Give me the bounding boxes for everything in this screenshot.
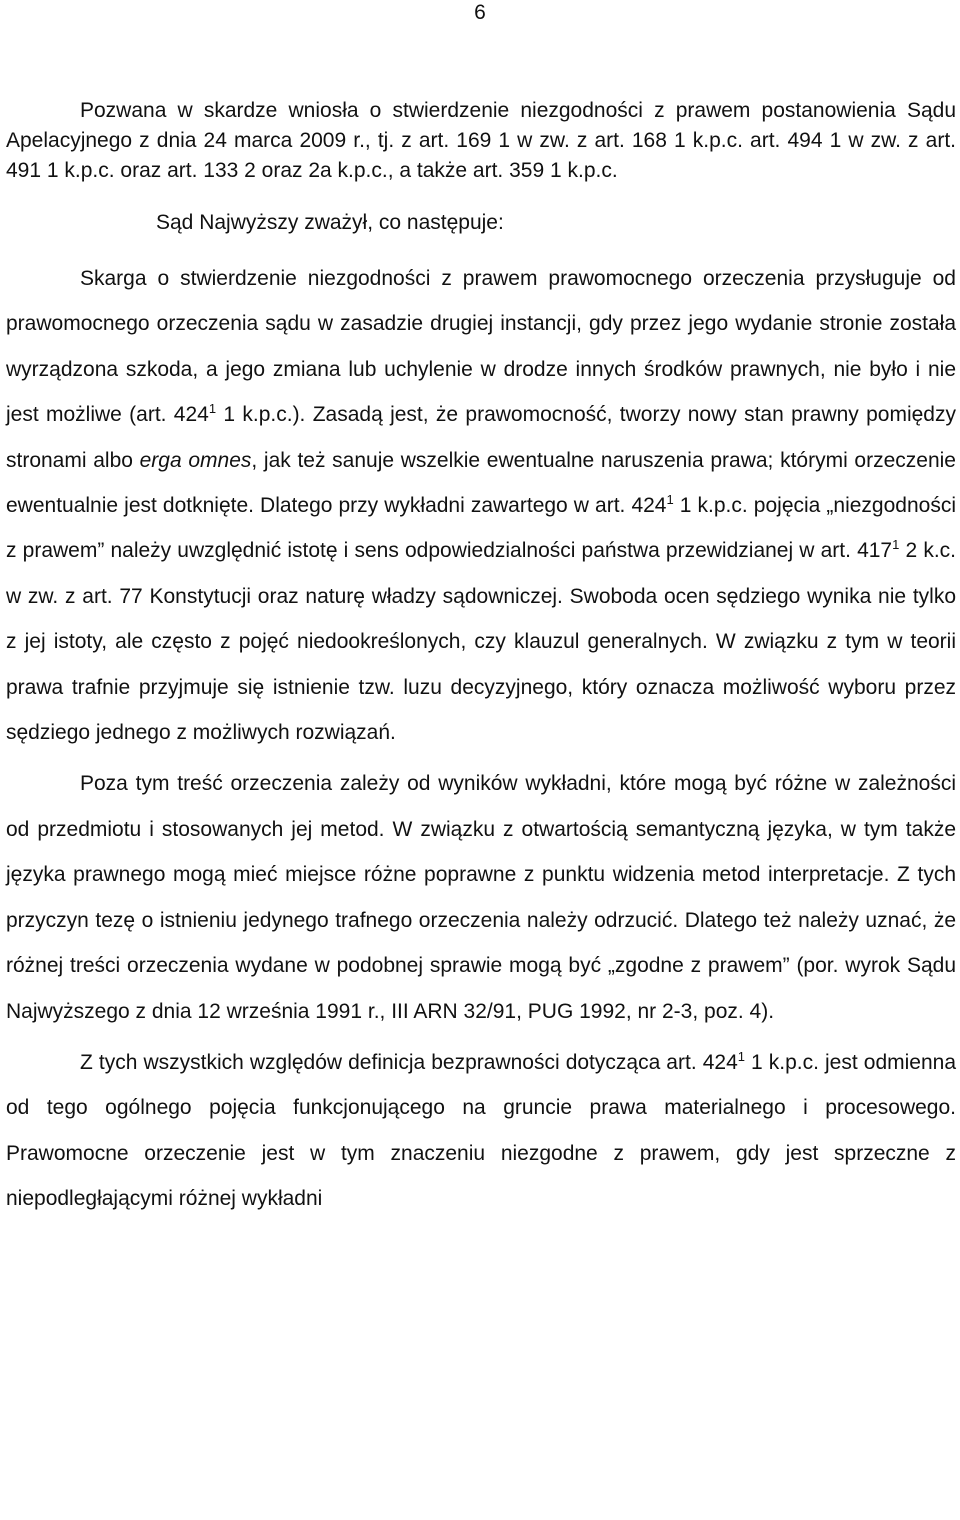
- section-heading: Sąd Najwyższy zważył, co następuje:: [156, 211, 504, 234]
- paragraph-conclusion: [6, 1040, 956, 1222]
- text-run: Skarga o stwierdzenie niezgodności z prawem prawomocnego orzeczenia przysługuje od prawomocnego orzeczenia sądu w zasadzie drugiej instancji, gdy przez jego wydanie stronie została wyrządzona szkoda, a jego zmiana lub uchylenie w drodze innych środków prawnych, nie było i nie jest możliwe (art. 424: [6, 267, 956, 427]
- paragraph-interpretation: Poza tym treść orzeczenia zależy od wyników wykładni, które mogą być różne w zależności od przedmiotu i stosowanych jej metod. W związku z otwartością semantyczną języka, w tym także języka prawnego mogą mieć miejsce różne poprawne z punktu widzenia metod interpretacje. Z tych przyczyn tezę o istnieniu jedynego trafnego orzeczenia należy odrzucić. Dlatego też należy uznać, że różnej treści orzeczenia wydane w podobnej sprawie mogą być „zgodne z prawem” (por. wyrok Sądu Najwyższego z dnia 12 września 1991 r., III ARN 32/91, PUG 1992, nr 2-3, poz. 4).: [6, 772, 956, 1023]
- superscript: 1: [737, 1048, 745, 1064]
- text-run: 1 k.p.c.). Zasadą jest, że prawomocność, tworzy nowy stan prawny pomiędzy stronami albo: [6, 403, 956, 472]
- superscript: 1: [892, 537, 900, 553]
- italic-term: erga omnes: [139, 448, 252, 472]
- text-run: 1 k.p.c. jest odmienna od tego ogólnego pojęcia funkcjonującego na gruncie prawa materialnego i procesowego. Prawomocne orzeczenie jest w tym znaczeniu niezgodne z prawem, gdy jest sprzeczne z niepodległającymi różnej wykładni: [6, 1050, 956, 1211]
- superscript: 1: [666, 492, 674, 508]
- text-run: 1 k.p.c. pojęcia „niezgodności z prawem” należy uwzględnić istotę i sens odpowiedzialności państwa przewidzianej w art. 417: [6, 494, 956, 563]
- superscript: 1: [208, 401, 217, 417]
- paragraph-complaint: Pozwana w skardze wniosła o stwierdzenie niezgodności z prawem postanowienia Sądu Apelacyjnego z dnia 24 marca 2009 r., tj. z art. 169 1 w zw. z art. 168 1 k.p.c. art. 494 1 w zw. z art. 491 1 k.p.c. oraz art. 133 2 oraz 2a k.p.c., a także art. 359 1 k.p.c.: [6, 99, 956, 182]
- text-run: Z tych wszystkich względów definicja bezprawności dotycząca art. 424: [80, 1050, 738, 1074]
- document-body: [6, 96, 956, 1222]
- text-run: 2 k.c. w zw. z art. 77 Konstytucji oraz naturę władzy sądowniczej. Swoboda ocen sędziego wynika nie tylko z jej istoty, ale często z pojęć niedookreślonych, czy klauzul generalnych. W związku z tym w teorii prawa trafnie przyjmuje się istnienie tzw. luzu decyzyjnego, który oznacza możliwość wyboru przez sędziego jednego z możliwych rozwiązań.: [6, 539, 956, 745]
- page-number: 6: [474, 1, 486, 24]
- text-run: , jak też sanuje wszelkie ewentualne naruszenia prawa; którymi orzeczenie ewentualnie jest dotknięte. Dlatego przy wykładni zawartego w art. 424: [6, 448, 956, 518]
- paragraph-assessment: [6, 256, 956, 755]
